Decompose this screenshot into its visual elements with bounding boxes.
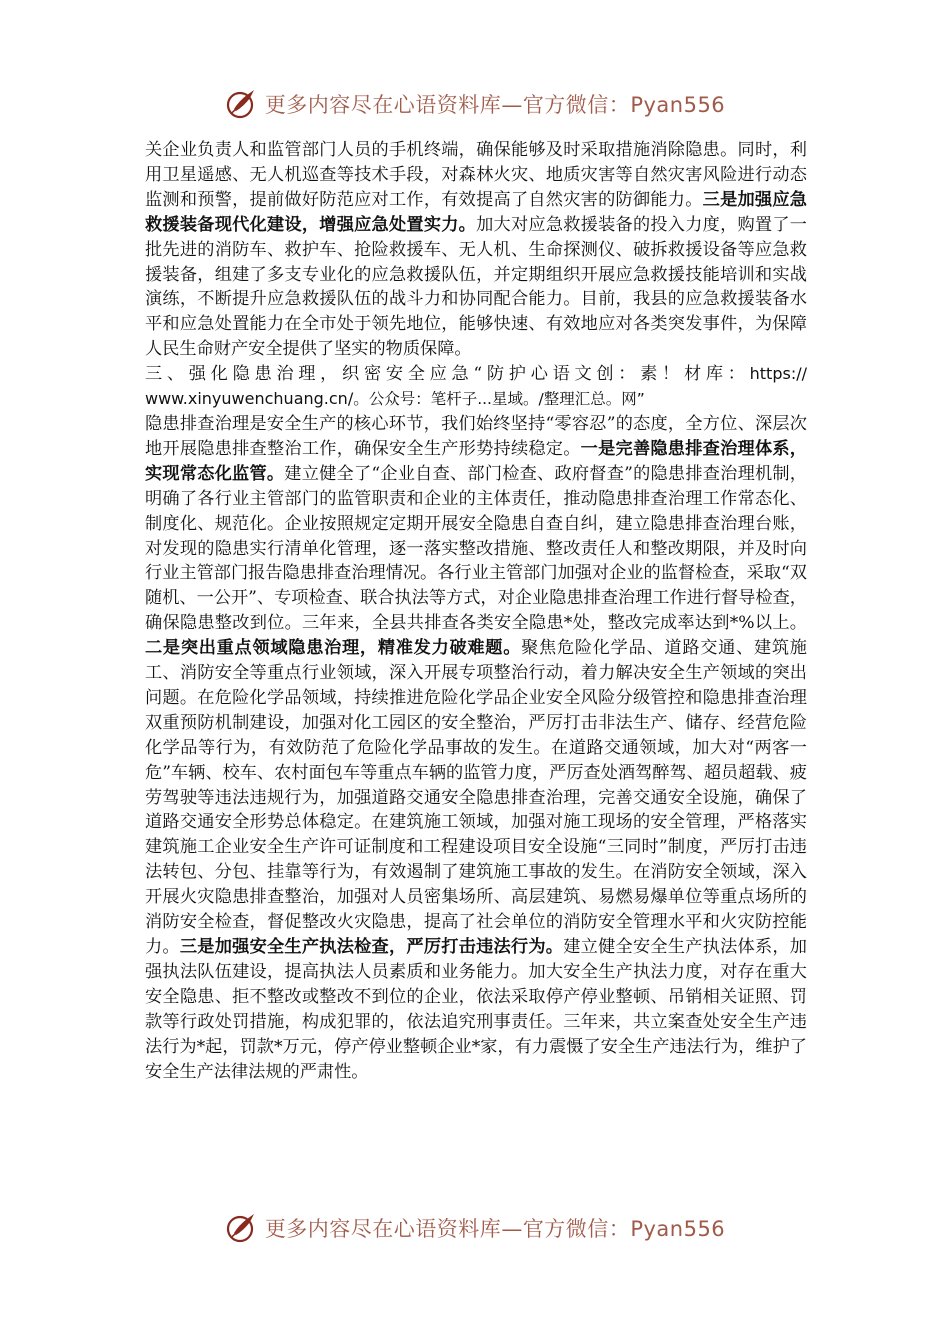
bold-point-one: 一是完善隐患排查治理体系，实现常态化监管。 <box>145 438 807 484</box>
bold-point-three: 三是加强应急救援装备现代化建设，增强应急处置实力。 <box>145 189 807 235</box>
paragraph-emergency-rescue: 关企业负责人和监管部门人员的手机终端，确保能够及时采取措施消除隐患。同时，利用卫星遥感、无人机巡查等技术手段，对森林火灾、地质灾害等自然灾害风险进行动态监测和预警，提前做好防范应对工作，有效提高了自然灾害的防御能力。三是加强应急救援装备现代化建设，增强应急处置实力。加大对应急救援装备的投入力度，购置了一批先进的消防车、救护车、抢险救援车、无人机、生命探测仪、破拆救援设备等应急救援装备，组建了多支专业化的应急救援队伍，并定期组织开展应急救援技能培训和实战演练，不断提升应急救援队伍的战斗力和协同配合能力。目前，我县的应急救援装备水平和应急处置能力在全市处于领先地位，能够快速、有效地应对各类突发事件，为保障人民生命财产安全提供了坚实的物质保障。 <box>145 140 807 360</box>
pen-logo-icon <box>225 87 259 121</box>
banner-text: 更多内容尽在心语资料库—官方微信：Pyan556 <box>264 93 726 117</box>
section-heading-hazard-governance: 三、强化隐患治理，织密安全应急“防护心语文创：素！材库：https://www.xinyuwenchuang.cn/。公众号：笔杆子...星域。/整理汇总。网” <box>145 364 807 409</box>
bold-point-two: 二是突出重点领域隐患治理，精准发力破难题。 <box>145 638 522 659</box>
banner-text: 更多内容尽在心语资料库—官方微信：Pyan556 <box>264 1217 726 1241</box>
header-watermark-banner <box>0 82 950 126</box>
paragraph-hazard-governance: 隐患排查治理是安全生产的核心环节，我们始终坚持“零容忍”的态度，全方位、深层次地开展隐患排查整治工作，确保安全生产形势持续稳定。一是完善隐患排查治理体系，实现常态化监管。建立健全了“企业自查、部门检查、政府督查”的隐患排查治理机制，明确了各行业主管部门的监管职责和企业的主体责任，推动隐患排查治理工作常态化、制度化、规范化。企业按照规定定期开展安全隐患自查自纠，建立隐患排查治理台账，对发现的隐患实行清单化管理，逐一落实整改措施、整改责任人和整改期限，并及时向行业主管部门报告隐患排查治理情况。各行业主管部门加强对企业的监督检查，采取“双随机、一公开”、专项检查、联合执法等方式，对企业隐患排查治理工作进行督导检查，确保隐患整改到位。三年来，全县共排查各类安全隐患*处，整改完成率达到*%以上。二是突出重点领域隐患治理，精准发力破难题。聚焦危险化学品、道路交通、建筑施工、消防安全等重点行业领域，深入开展专项整治行动，着力解决安全生产领域的突出问题。在危险化学品领域，持续推进危险化学品企业安全风险分级管控和隐患排查治理双重预防机制建设，加强对化工园区的安全整治，严厉打击非法生产、储存、经营危险化学品等行为，有效防范了危险化学品事故的发生。在道路交通领域，加大对“两客一危”车辆、校车、农村面包车等重点车辆的监管力度，严厉查处酒驾醉驾、超员超载、疲劳驾驶等违法违规行为，加强道路交通安全隐患排查治理，完善交通安全设施，确保了道路交通安全形势总体稳定。在建筑施工领域，加强对施工现场的安全管理，严格落实建筑施工企业安全生产许可证制度和工程建设项目安全设施“三同时”制度，严厉打击违法转包、分包、挂靠等行为，有效遏制了建筑施工事故的发生。在消防安全领域，深入开展火灾隐患排查整治，加强对人员密集场所、高层建筑、易燃易爆单位等重点场所的消防安全检查，督促整改火灾隐患，提高了社会单位的消防安全管理水平和火灾防控能力。三是加强安全生产执法检查，严厉打击违法行为。建立健全安全生产执法体系，加强执法队伍建设，提高执法人员素质和业务能力。加大安全生产执法力度，对存在重大安全隐患、拒不整改或整改不到位的企业，依法采取停产停业整顿、吊销相关证照、罚款等行政处罚措施，构成犯罪的，依法追究刑事责任。三年来，共立案查处安全生产违法行为*起，罚款*万元，停产停业整顿企业*家，有力震慑了安全生产违法行为，维护了安全生产法律法规的严肃性。 <box>145 413 807 1082</box>
bold-point-three-enforcement: 三是加强安全生产执法检查，严厉打击违法行为。 <box>179 937 564 957</box>
document-body <box>145 138 807 1084</box>
pen-logo-icon <box>225 1211 259 1245</box>
footer-watermark-banner <box>0 1206 950 1250</box>
source-url: https://www.xinyuwenchuang.cn/ <box>145 364 807 409</box>
